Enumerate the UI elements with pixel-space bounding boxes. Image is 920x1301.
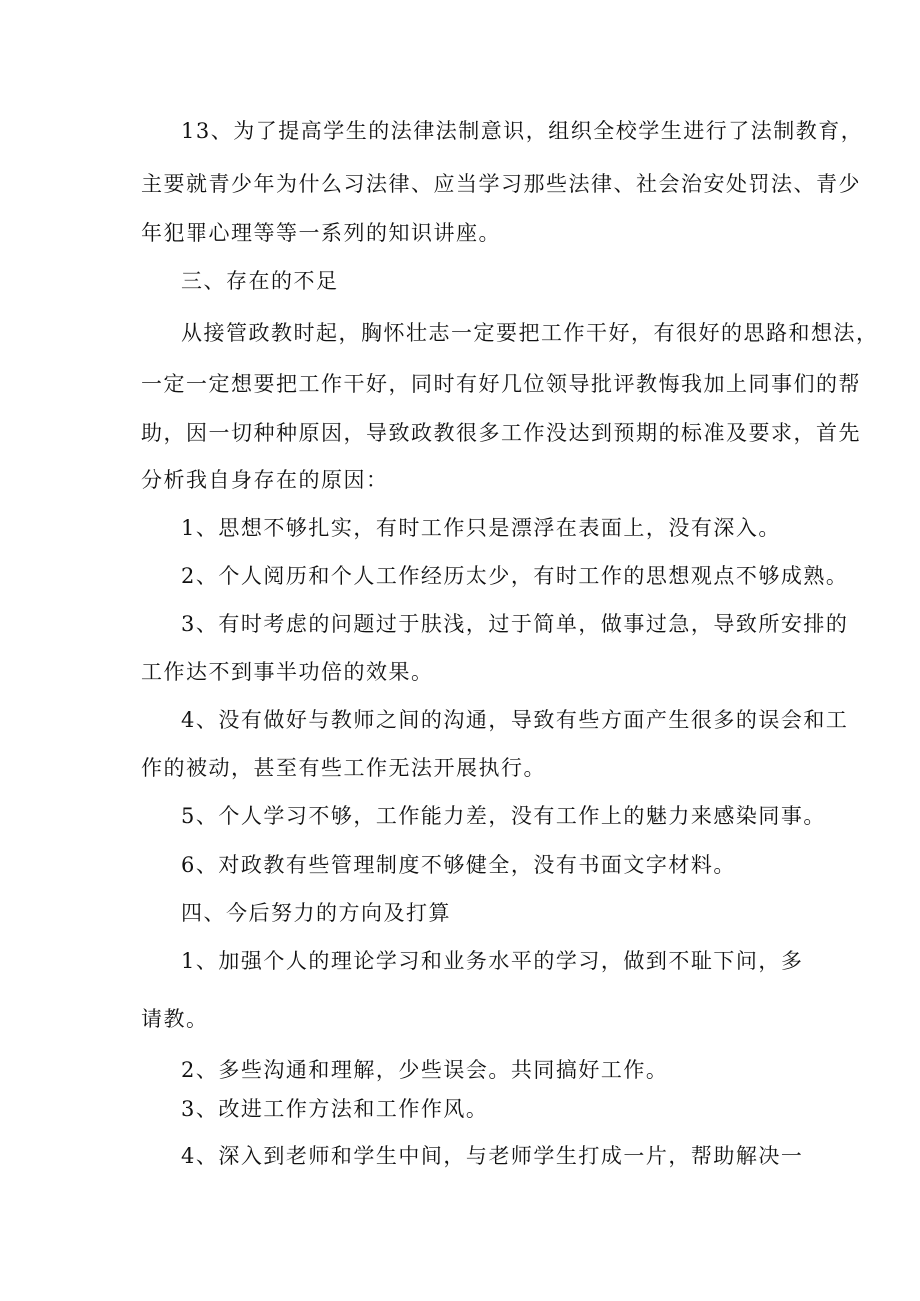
list-item: 5、个人学习不够，工作能力差，没有工作上的魅力来感染同事。 bbox=[181, 804, 826, 828]
list-item: 1、思想不够扎实，有时工作只是漂浮在表面上，没有深入。 bbox=[181, 516, 781, 540]
section-heading: 三、存在的不足 bbox=[181, 269, 339, 293]
list-item: 2、多些沟通和理解，少些误会。共同搞好工作。 bbox=[181, 1058, 669, 1082]
text-line: 一定一定想要把工作干好，同时有好几位领导批评教悔我加上同事们的帮 bbox=[141, 372, 861, 396]
text-line: 从接管政教时起，胸怀壮志一定要把工作干好，有很好的思路和想法， bbox=[181, 321, 879, 345]
list-item: 4、深入到老师和学生中间，与老师学生打成一片，帮助解决一 bbox=[181, 1144, 804, 1168]
text-line: 助，因一切种种原因，导致政教很多工作没达到预期的标准及要求，首先 bbox=[141, 421, 861, 445]
text-line: 13、为了提高学生的法律法制意识，组织全校学生进行了法制教育， bbox=[181, 119, 864, 143]
text-line: 工作达不到事半功倍的效果。 bbox=[141, 660, 434, 684]
list-item: 6、对政教有些管理制度不够健全，没有书面文字材料。 bbox=[181, 853, 736, 877]
list-item: 3、有时考虑的问题过于肤浅，过于简单，做事过急，导致所安排的 bbox=[181, 612, 849, 636]
list-item: 3、改进工作方法和工作作风。 bbox=[181, 1097, 489, 1121]
list-item: 1、加强个人的理论学习和业务水平的学习，做到不耻下问，多 bbox=[181, 949, 804, 973]
section-heading: 四、今后努力的方向及打算 bbox=[181, 901, 451, 925]
text-line: 分析我自身存在的原因： bbox=[141, 468, 389, 492]
text-line: 年犯罪心理等等一系列的知识讲座。 bbox=[141, 221, 501, 245]
text-line: 请教。 bbox=[141, 1007, 209, 1031]
list-item: 2、个人阅历和个人工作经历太少，有时工作的思想观点不够成熟。 bbox=[181, 564, 849, 588]
text-line: 作的被动，甚至有些工作无法开展执行。 bbox=[141, 756, 546, 780]
list-item: 4、没有做好与教师之间的沟通，导致有些方面产生很多的误会和工 bbox=[181, 708, 849, 732]
text-line: 主要就青少年为什么习法律、应当学习那些法律、社会治安处罚法、青少 bbox=[141, 172, 861, 196]
